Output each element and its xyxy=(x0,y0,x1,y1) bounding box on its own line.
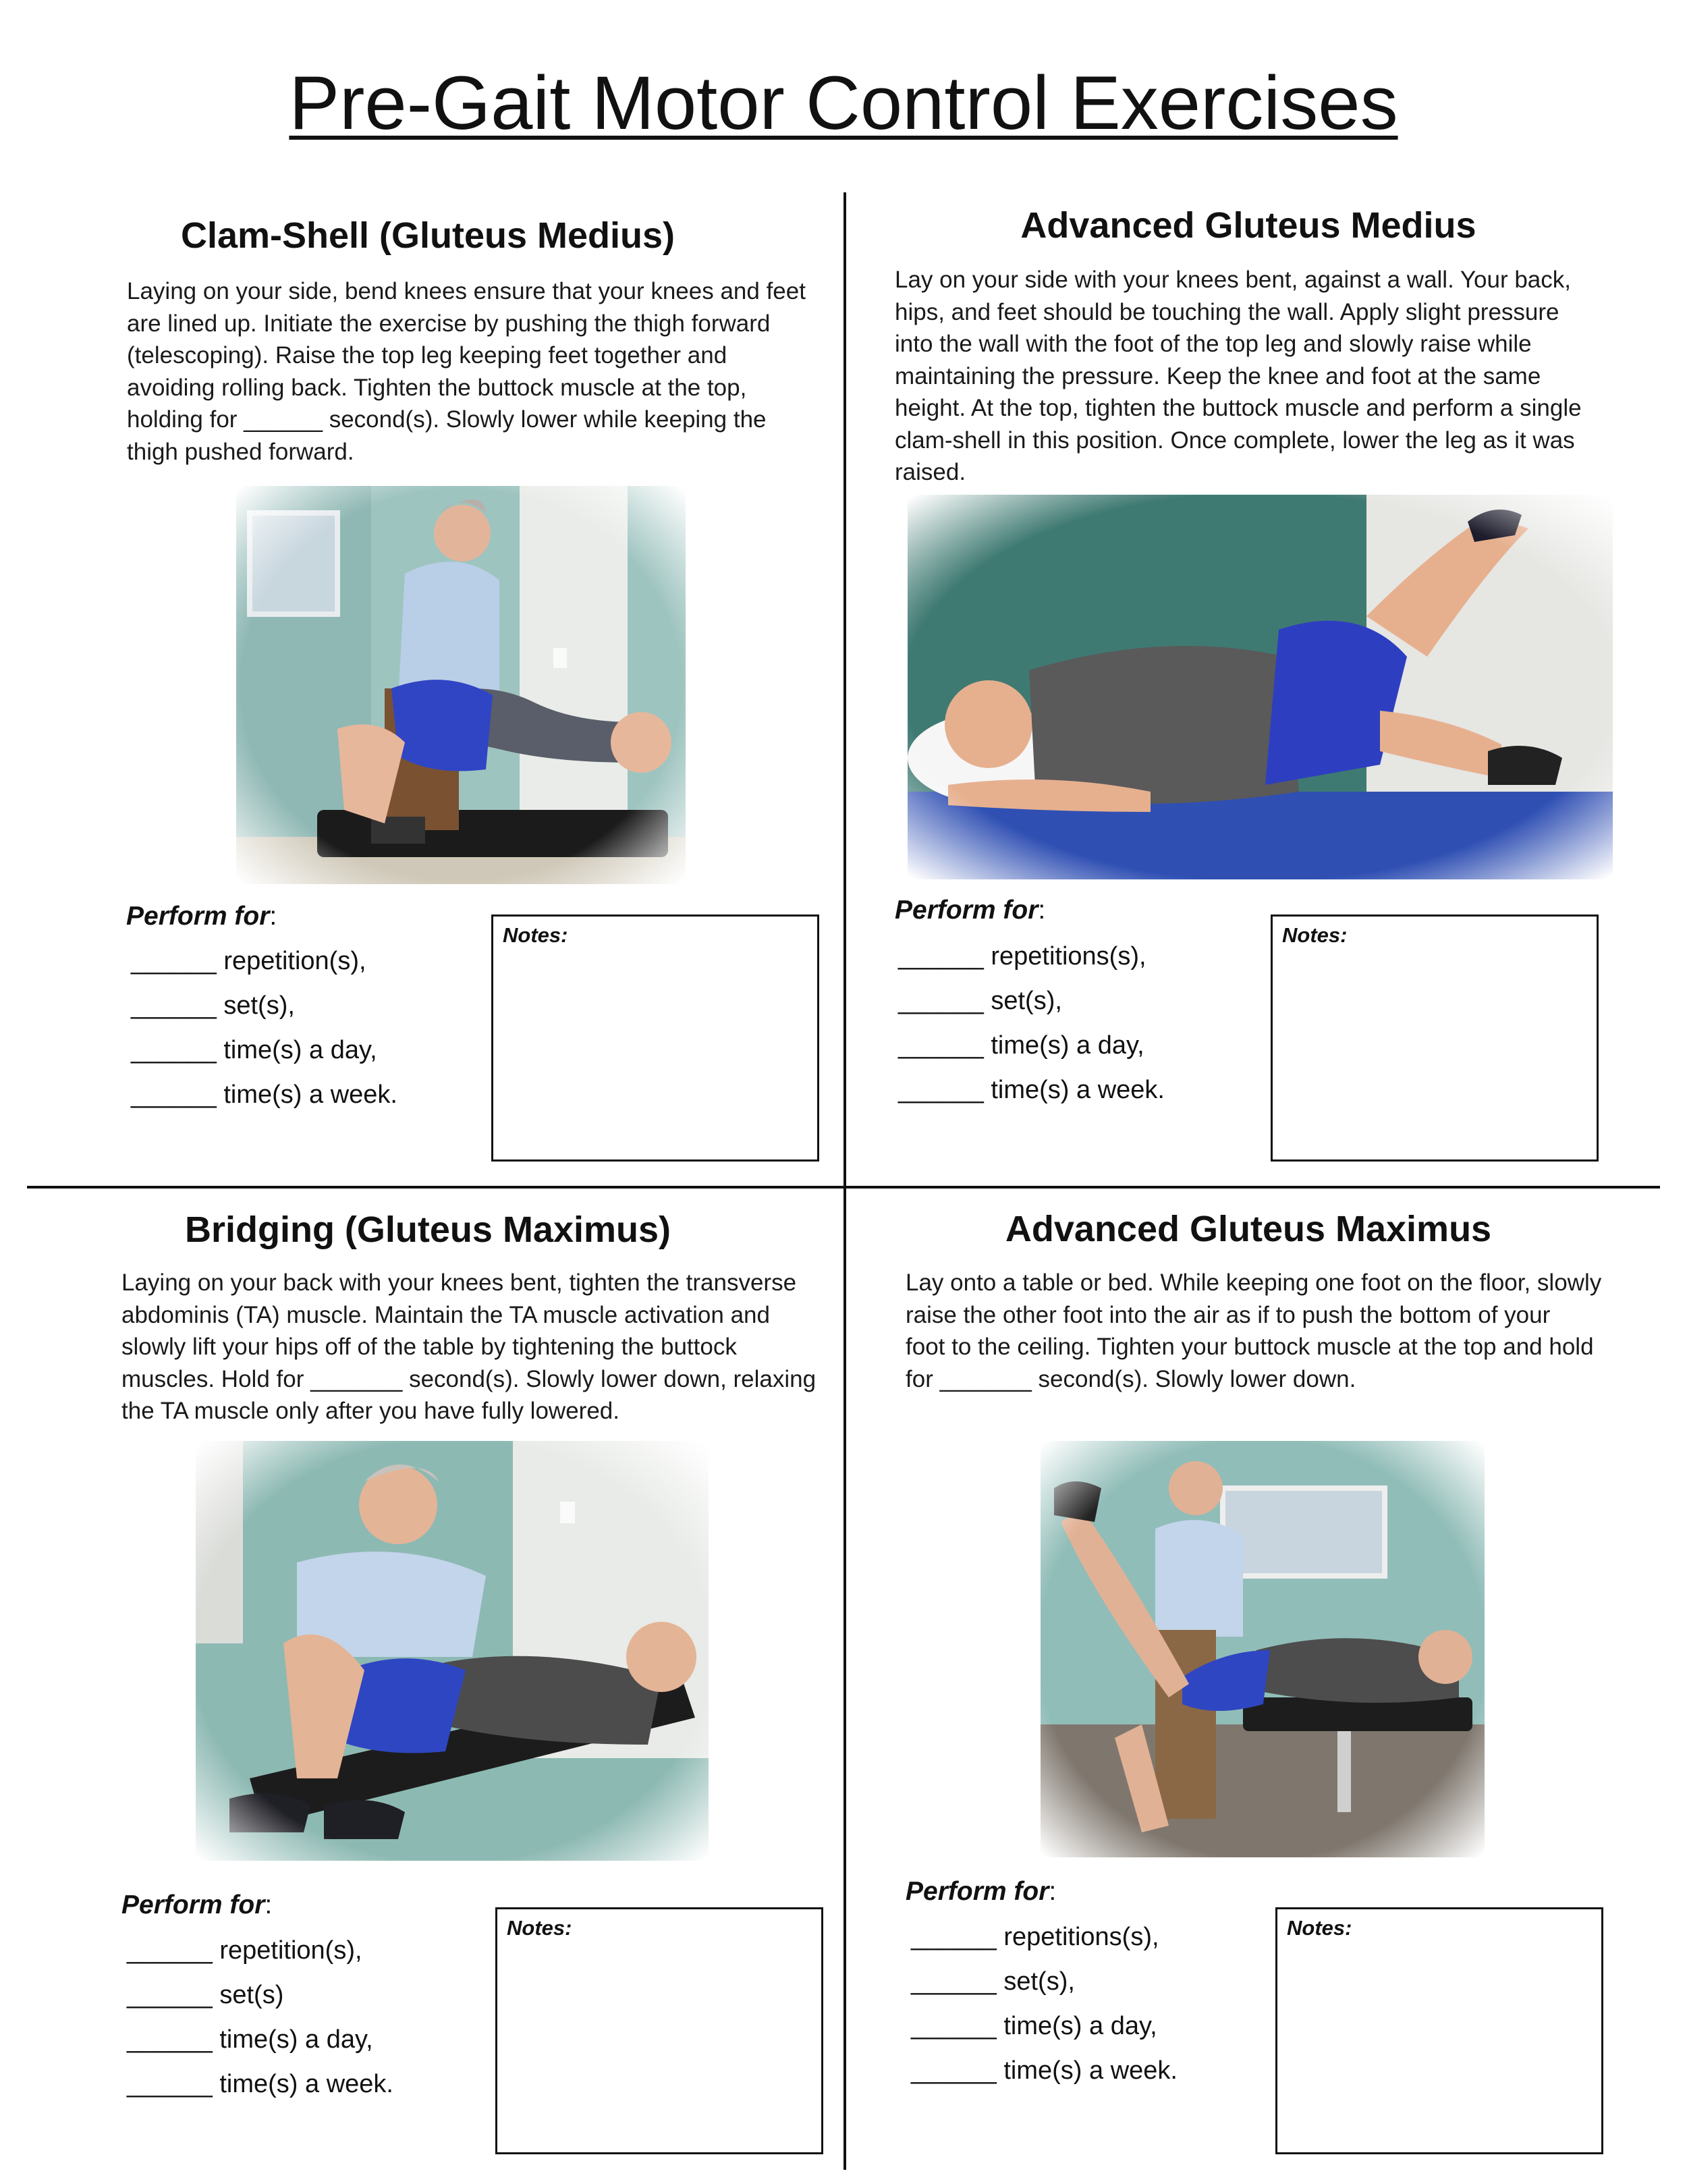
sets-field[interactable]: ______ set(s) xyxy=(127,1981,284,2009)
exercise-title: Advanced Gluteus Medius xyxy=(1020,205,1476,246)
times-per-week-field[interactable]: ______ time(s) a week. xyxy=(127,2070,393,2098)
description-line: for _______ second(s). Slowly lower down. xyxy=(906,1365,1356,1392)
perform-label-colon: : xyxy=(265,1890,273,1919)
description-line: holding for ______ second(s). Slowly lower while keeping the xyxy=(127,406,767,433)
notes-label: Notes: xyxy=(507,1916,572,1940)
times-per-day-field[interactable]: ______ time(s) a day, xyxy=(911,2012,1157,2040)
advanced-gluteus-maximus-photo xyxy=(1041,1441,1485,1857)
description-line: hips, and feet should be touching the wall. Apply slight pressure xyxy=(895,298,1559,325)
description-line: clam-shell in this position. Once complete, lower the leg as it was xyxy=(895,427,1575,454)
perform-list xyxy=(127,1928,393,2106)
exercise-description xyxy=(127,275,806,468)
perform-label-colon: : xyxy=(1038,896,1046,925)
sets-field[interactable]: ______ set(s), xyxy=(898,987,1062,1015)
perform-label-colon: : xyxy=(1049,1877,1057,1906)
perform-list xyxy=(911,1915,1178,2093)
clam-shell-photo xyxy=(236,486,686,884)
vertical-divider xyxy=(844,192,846,2170)
perform-label-text: Perform for xyxy=(895,896,1039,925)
horizontal-divider xyxy=(27,1186,1660,1189)
description-line: avoiding rolling back. Tighten the buttock muscle at the top, xyxy=(127,374,747,401)
description-line: Lay on your side with your knees bent, against a wall. Your back, xyxy=(895,267,1571,293)
perform-list xyxy=(131,939,397,1117)
perform-label-colon: : xyxy=(269,902,277,931)
description-line: foot to the ceiling. Tighten your buttock muscle at the top and hold xyxy=(906,1334,1594,1360)
description-line: maintaining the pressure. Keep the knee and foot at the same xyxy=(895,362,1541,389)
perform-for-label xyxy=(895,894,1045,927)
exercise-description xyxy=(906,1267,1601,1395)
perform-for-label xyxy=(126,900,277,933)
description-line: muscles. Hold for _______ second(s). Slowly lower down, relaxing xyxy=(121,1365,817,1392)
notes-label: Notes: xyxy=(1282,923,1348,947)
perform-label-text: Perform for xyxy=(126,902,270,931)
times-per-day-field[interactable]: ______ time(s) a day, xyxy=(898,1031,1144,1060)
times-per-week-field[interactable]: ______ time(s) a week. xyxy=(131,1081,397,1109)
description-line: raised. xyxy=(895,459,966,485)
exercise-title: Bridging (Gluteus Maximus) xyxy=(184,1209,671,1250)
description-line: thigh pushed forward. xyxy=(127,438,354,465)
description-line: are lined up. Initiate the exercise by pushing the thigh forward xyxy=(127,310,771,337)
description-line: abdominis (TA) muscle. Maintain the TA muscle activation and xyxy=(121,1301,770,1328)
exercise-title: Advanced Gluteus Maximus xyxy=(1005,1209,1492,1249)
sets-field[interactable]: ______ set(s), xyxy=(911,1967,1075,1996)
description-line: Laying on your side, bend knees ensure that your knees and feet xyxy=(127,278,806,304)
description-line: raise the other foot into the air as if to push the bottom of your xyxy=(906,1301,1551,1328)
description-line: slowly lift your hips off of the table by tightening the buttock xyxy=(121,1334,737,1360)
description-line: Laying on your back with your knees bent, tighten the transverse xyxy=(121,1270,797,1296)
perform-label-text: Perform for xyxy=(121,1890,265,1919)
notes-label: Notes: xyxy=(503,923,568,947)
page-title xyxy=(0,59,1687,147)
times-per-week-field[interactable]: ______ time(s) a week. xyxy=(911,2056,1178,2085)
perform-for-label xyxy=(121,1889,272,1921)
notes-box[interactable] xyxy=(1275,1907,1603,2154)
perform-for-label xyxy=(906,1876,1056,1908)
repetitions-field[interactable]: ______ repetition(s), xyxy=(131,947,366,975)
repetitions-field[interactable]: ______ repetition(s), xyxy=(127,1936,362,1965)
times-per-day-field[interactable]: ______ time(s) a day, xyxy=(127,2025,373,2054)
perform-list xyxy=(898,934,1165,1112)
repetitions-field[interactable]: ______ repetitions(s), xyxy=(898,942,1146,971)
sets-field[interactable]: ______ set(s), xyxy=(131,991,295,1020)
page-title-text: Pre-Gait Motor Control Exercises xyxy=(289,61,1398,145)
exercise-description xyxy=(895,264,1582,489)
description-line: height. At the top, tighten the buttock muscle and perform a single xyxy=(895,395,1582,421)
notes-box[interactable] xyxy=(491,914,819,1162)
times-per-day-field[interactable]: ______ time(s) a day, xyxy=(131,1036,377,1064)
advanced-gluteus-medius-photo xyxy=(908,495,1613,879)
notes-box[interactable] xyxy=(1271,914,1599,1162)
times-per-week-field[interactable]: ______ time(s) a week. xyxy=(898,1076,1165,1104)
exercise-title: Clam-Shell (Gluteus Medius) xyxy=(180,215,675,256)
bridging-photo xyxy=(196,1441,709,1861)
description-line: Lay onto a table or bed. While keeping one foot on the floor, slowly xyxy=(906,1270,1602,1296)
exercise-description xyxy=(121,1267,816,1427)
notes-label: Notes: xyxy=(1287,1916,1352,1940)
description-line: into the wall with the foot of the top leg and slowly raise while xyxy=(895,331,1532,357)
notes-box[interactable] xyxy=(495,1907,823,2154)
repetitions-field[interactable]: ______ repetitions(s), xyxy=(911,1923,1159,1951)
description-line: (telescoping). Raise the top leg keeping feet together and xyxy=(127,342,727,368)
description-line: the TA muscle only after you have fully lowered. xyxy=(121,1398,619,1424)
perform-label-text: Perform for xyxy=(906,1877,1049,1906)
